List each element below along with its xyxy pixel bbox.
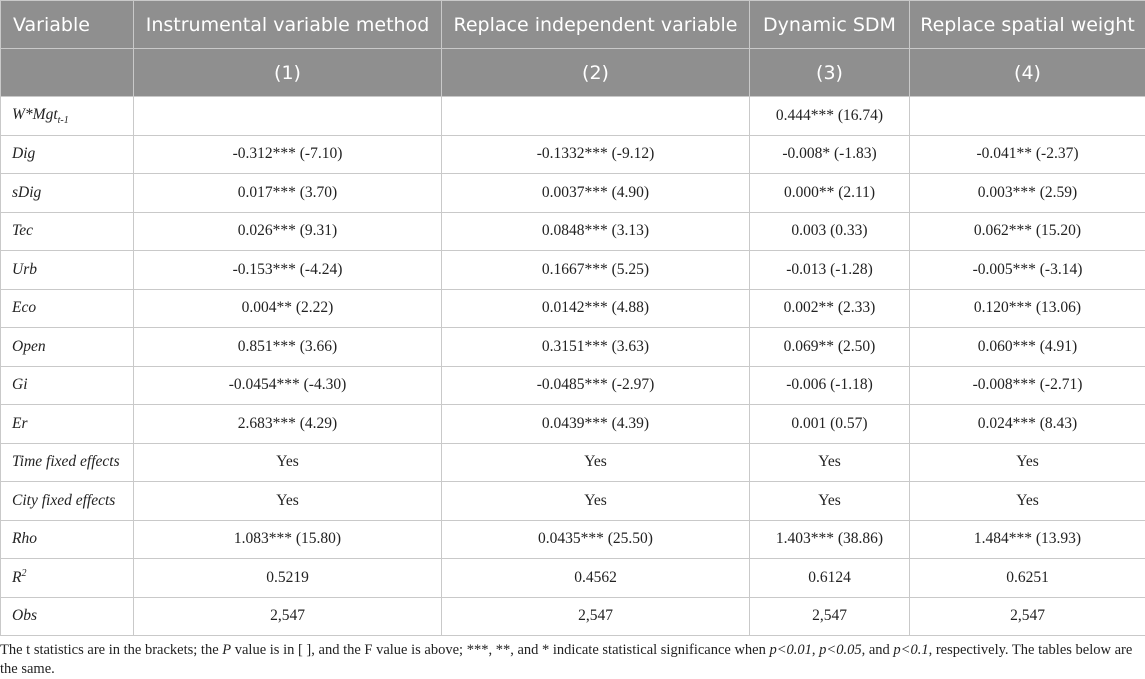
table-cell: 0.0435*** (25.50) (442, 520, 750, 559)
row-label-superscript: 2 (21, 568, 26, 579)
table-cell: -0.0485*** (-2.97) (442, 366, 750, 405)
table-cell: 0.3151*** (3.63) (442, 328, 750, 367)
row-label (1, 97, 134, 136)
table-cell: 0.120*** (13.06) (910, 289, 1145, 328)
table-cell: 0.0848*** (3.13) (442, 212, 750, 251)
table-row (1, 405, 1145, 444)
header-variable: Variable (1, 1, 134, 49)
table-cell: 0.026*** (9.31) (134, 212, 442, 251)
table-cell: 0.003 (0.33) (750, 212, 910, 251)
row-label: sDig (1, 174, 134, 213)
row-label-main: W*Mgt (12, 106, 58, 123)
table-cell: 0.017*** (3.70) (134, 174, 442, 213)
row-label: Rho (1, 520, 134, 559)
table-cell: 2,547 (442, 597, 750, 636)
table-row (1, 212, 1145, 251)
table-cell: -0.0454*** (-4.30) (134, 366, 442, 405)
row-label (1, 559, 134, 598)
table-row (1, 135, 1145, 174)
table-row (1, 366, 1145, 405)
table-row (1, 251, 1145, 290)
footnote-threshold-2: p<0.05 (819, 642, 861, 658)
table-cell (910, 97, 1145, 136)
table-cell: 1.403*** (38.86) (750, 520, 910, 559)
table-row (1, 482, 1145, 521)
table-cell: 1.083*** (15.80) (134, 520, 442, 559)
table-cell: 1.484*** (13.93) (910, 520, 1145, 559)
table-cell: 0.000** (2.11) (750, 174, 910, 213)
table-cell: -0.153*** (-4.24) (134, 251, 442, 290)
table-row (1, 174, 1145, 213)
footnote-p-symbol: P (222, 642, 231, 658)
table-cell: 2.683*** (4.29) (134, 405, 442, 444)
row-label: Obs (1, 597, 134, 636)
table-cell: -0.008*** (-2.71) (910, 366, 1145, 405)
header-number-3: (3) (750, 49, 910, 97)
table-footnote (0, 641, 1140, 679)
table-cell: 0.062*** (15.20) (910, 212, 1145, 251)
table-cell: 0.6251 (910, 559, 1145, 598)
table-cell: 0.0439*** (4.39) (442, 405, 750, 444)
table-cell: Yes (910, 443, 1145, 482)
table-cell: 0.5219 (134, 559, 442, 598)
footnote-part-3: , (812, 642, 819, 658)
footnote-part-5: , respectively. The tables below are the same. (0, 642, 1132, 677)
row-label: Eco (1, 289, 134, 328)
table-cell: 0.0142*** (4.88) (442, 289, 750, 328)
table-row (1, 520, 1145, 559)
row-label: Urb (1, 251, 134, 290)
table-cell: Yes (750, 482, 910, 521)
table-row (1, 289, 1145, 328)
row-label: City fixed effects (1, 482, 134, 521)
table-cell: Yes (134, 443, 442, 482)
table-row (1, 443, 1145, 482)
table-cell: 0.004** (2.22) (134, 289, 442, 328)
header-col-2: Replace independent variable (442, 1, 750, 49)
footnote-part-2: value is in [ ], and the F value is above; ***, **, and * indicate statistical significance when (231, 642, 769, 658)
table-row (1, 97, 1145, 136)
header-number-empty (1, 49, 134, 97)
table-cell: -0.041** (-2.37) (910, 135, 1145, 174)
table-row (1, 559, 1145, 598)
table-cell: 0.060*** (4.91) (910, 328, 1145, 367)
table-cell: 2,547 (750, 597, 910, 636)
header-col-3: Dynamic SDM (750, 1, 910, 49)
row-label: Time fixed effects (1, 443, 134, 482)
table-cell (442, 97, 750, 136)
table-cell: -0.006 (-1.18) (750, 366, 910, 405)
header-number-4: (4) (910, 49, 1145, 97)
row-label: Tec (1, 212, 134, 251)
table-cell: Yes (442, 482, 750, 521)
table-cell: 0.0037*** (4.90) (442, 174, 750, 213)
table-cell: 0.1667*** (5.25) (442, 251, 750, 290)
table-cell: -0.005*** (-3.14) (910, 251, 1145, 290)
row-label: Dig (1, 135, 134, 174)
table-body (1, 97, 1145, 636)
table-cell: Yes (134, 482, 442, 521)
row-label: Gi (1, 366, 134, 405)
table-cell: Yes (750, 443, 910, 482)
footnote-part-1: The t statistics are in the brackets; the (0, 642, 222, 658)
header-number-1: (1) (134, 49, 442, 97)
table-cell: 2,547 (134, 597, 442, 636)
table-header (1, 1, 1145, 97)
table-cell: -0.008* (-1.83) (750, 135, 910, 174)
table-cell: 0.6124 (750, 559, 910, 598)
table-cell: -0.312*** (-7.10) (134, 135, 442, 174)
row-label: Er (1, 405, 134, 444)
table-cell: 0.444*** (16.74) (750, 97, 910, 136)
footnote-threshold-3: p<0.1 (893, 642, 928, 658)
row-label-subscript: t-1 (58, 115, 69, 126)
header-col-4: Replace spatial weight (910, 1, 1145, 49)
table-cell: 0.002** (2.33) (750, 289, 910, 328)
table-cell: 0.024*** (8.43) (910, 405, 1145, 444)
table-cell: 0.851*** (3.66) (134, 328, 442, 367)
table-cell: 2,547 (910, 597, 1145, 636)
footnote-part-4: , and (862, 642, 894, 658)
table-row (1, 597, 1145, 636)
table-cell: 0.069** (2.50) (750, 328, 910, 367)
table-cell: 0.001 (0.57) (750, 405, 910, 444)
table-cell: Yes (442, 443, 750, 482)
table-cell: -0.1332*** (-9.12) (442, 135, 750, 174)
table-cell: 0.003*** (2.59) (910, 174, 1145, 213)
table-row (1, 328, 1145, 367)
table-cell: -0.013 (-1.28) (750, 251, 910, 290)
table-cell: 0.4562 (442, 559, 750, 598)
header-col-1: Instrumental variable method (134, 1, 442, 49)
table-cell (134, 97, 442, 136)
footnote-threshold-1: p<0.01 (770, 642, 812, 658)
row-label-main: R (12, 569, 21, 586)
header-row (1, 1, 1145, 49)
row-label: Open (1, 328, 134, 367)
table-cell: Yes (910, 482, 1145, 521)
header-number-row (1, 49, 1145, 97)
header-number-2: (2) (442, 49, 750, 97)
